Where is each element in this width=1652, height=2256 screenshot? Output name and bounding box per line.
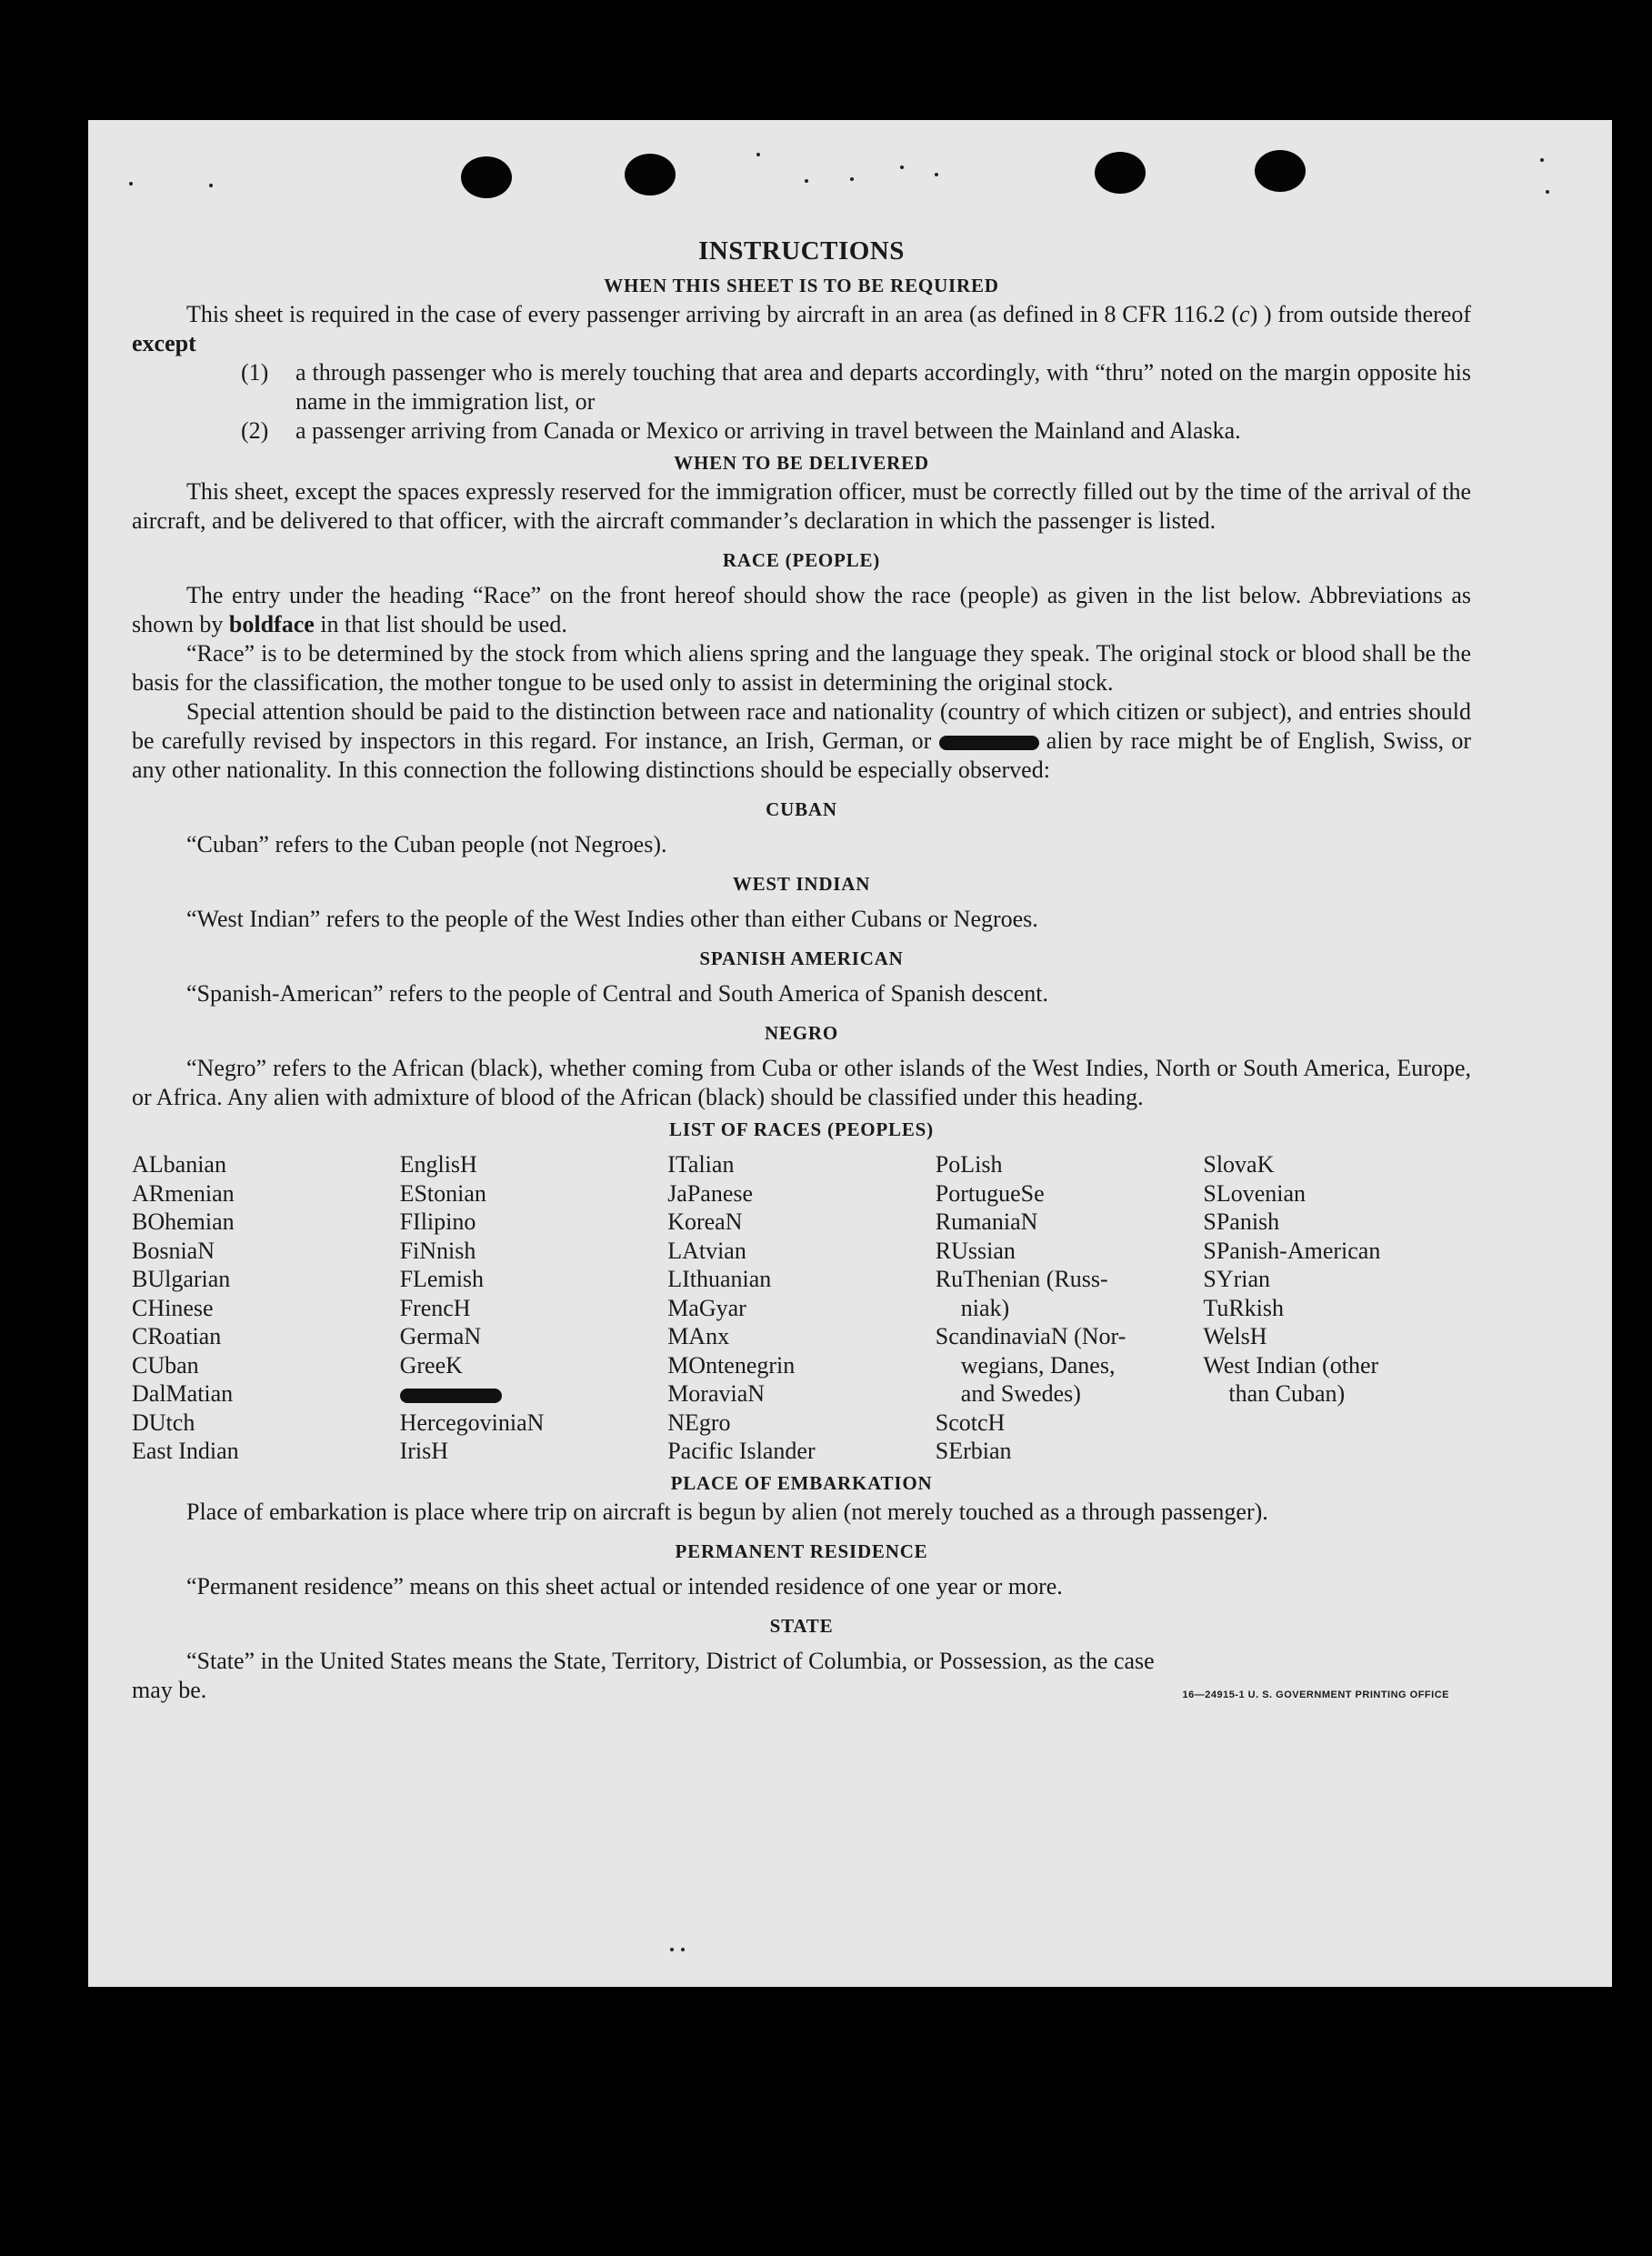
residence-text: “Permanent residence” means on this sheet actual or intended residence of one year or more. bbox=[186, 1572, 1063, 1599]
race-item: SLovenian bbox=[1203, 1179, 1307, 1207]
exception-number: (1) bbox=[241, 359, 269, 386]
race-item: FrencH bbox=[399, 1294, 471, 1321]
race-column-3 bbox=[667, 1150, 936, 1466]
race-item: RUssian bbox=[935, 1237, 1016, 1264]
west-indian-text: “West Indian” refers to the people of the West Indies other than either Cubans or Negroes. bbox=[186, 906, 1038, 932]
dust-speck bbox=[1540, 158, 1544, 162]
race-item: IrisH bbox=[399, 1438, 449, 1464]
section-heading-races: LIST OF RACES (PEOPLES) bbox=[669, 1118, 934, 1140]
section-heading-cuban: CUBAN bbox=[766, 798, 837, 820]
punch-hole bbox=[1255, 150, 1306, 192]
exception-text: a passenger arriving from Canada or Mexico or arriving in travel between the Mainland and Alaska. bbox=[295, 417, 1241, 444]
delivered-text: This sheet, except the spaces expressly reserved for the immigration officer, must be correctly filled out by the time of the arrival of the aircraft, and be delivered to that officer, with the aircraft commander’s declaration in which the passenger is listed. bbox=[132, 478, 1471, 534]
punch-hole bbox=[461, 156, 512, 198]
race-column-1 bbox=[132, 1150, 400, 1466]
race-item: BOhemian bbox=[132, 1208, 235, 1235]
dust-speck bbox=[681, 1948, 685, 1951]
race-item: DUtch bbox=[132, 1409, 195, 1436]
race-item: CUban bbox=[132, 1351, 199, 1379]
race-item: SPanish bbox=[1203, 1208, 1280, 1235]
section-heading-negro: NEGRO bbox=[764, 1022, 838, 1044]
race-p1-text-b: in that list should be used. bbox=[314, 611, 567, 637]
race-p3-text-b: alien by race might be of English, Swiss, or any other nationality. In this connection the following distinctions should be especially observed: bbox=[132, 727, 1471, 783]
race-item: JaPanese bbox=[667, 1179, 754, 1207]
race-item: EnglisH bbox=[399, 1151, 477, 1178]
dust-speck bbox=[129, 182, 133, 185]
dust-speck bbox=[209, 184, 213, 187]
race-item: HercegoviniaN bbox=[399, 1409, 545, 1436]
section-heading-required: WHEN THIS SHEET IS TO BE REQUIRED bbox=[604, 275, 999, 296]
race-item: EStonian bbox=[399, 1179, 486, 1207]
race-item: MaGyar bbox=[667, 1294, 746, 1321]
dust-speck bbox=[756, 153, 760, 156]
exception-item bbox=[132, 358, 1471, 416]
race-item: West Indian (other bbox=[1203, 1351, 1379, 1379]
section-heading-delivered: WHEN TO BE DELIVERED bbox=[674, 452, 929, 474]
race-p3-text-a: Special attention should be paid to the distinction between race and nationality (country of which citizen or subject), and entries should be carefully revised by inspectors in this regard. For instance, an Irish, German, or bbox=[132, 698, 1471, 754]
race-item: SlovaK bbox=[1203, 1151, 1275, 1178]
race-item: GermaN bbox=[399, 1323, 482, 1349]
page-title: INSTRUCTIONS bbox=[698, 236, 905, 266]
race-item: KoreaN bbox=[667, 1208, 743, 1235]
race-item: FiNnish bbox=[399, 1237, 476, 1264]
race-item: FLemish bbox=[399, 1266, 485, 1292]
printing-office-code: 16—24915-1 U. S. GOVERNMENT PRINTING OFFICE bbox=[1182, 1689, 1449, 1700]
race-column-4 bbox=[936, 1150, 1204, 1466]
race-column-2 bbox=[400, 1150, 668, 1466]
intro-italic: c bbox=[1239, 301, 1250, 327]
dust-speck bbox=[670, 1948, 674, 1951]
negro-text: “Negro” refers to the African (black), whether coming from Cuba or other islands of the West Indies, North or South America, Europe, or Africa. Any alien with admixture of blood of the African (black) should be classified under this heading. bbox=[132, 1055, 1471, 1110]
race-paragraph-1 bbox=[132, 581, 1471, 639]
race-item: ARmenian bbox=[132, 1179, 235, 1207]
state-text-end: may be. bbox=[132, 1676, 207, 1703]
dust-speck bbox=[935, 173, 938, 176]
dust-speck bbox=[1546, 190, 1549, 194]
punch-hole bbox=[625, 154, 676, 196]
race-item: GreeK bbox=[399, 1351, 463, 1379]
exception-number: (2) bbox=[241, 417, 269, 444]
exception-text: a through passenger who is merely touching that area and departs accordingly, with “thru” noted on the margin opposite his name in the immigration list, or bbox=[295, 359, 1471, 415]
race-item: PortugueSe bbox=[935, 1179, 1045, 1207]
race-item-redacted bbox=[400, 1379, 668, 1409]
section-heading-state: STATE bbox=[769, 1614, 834, 1637]
exception-item bbox=[132, 416, 1471, 446]
race-item: TuRkish bbox=[1203, 1294, 1285, 1321]
race-item: NEgro bbox=[667, 1409, 731, 1436]
section-heading-spanish-american: SPANISH AMERICAN bbox=[699, 948, 904, 969]
race-item: SPanish-American bbox=[1203, 1237, 1381, 1264]
race-list bbox=[132, 1150, 1471, 1466]
race-item: BUlgarian bbox=[132, 1266, 231, 1292]
race-item: LIthuanian bbox=[667, 1266, 772, 1292]
dust-speck bbox=[900, 165, 904, 169]
dust-speck bbox=[850, 177, 854, 181]
race-item: DalMatian bbox=[132, 1380, 234, 1407]
race-item: CHinese bbox=[132, 1294, 214, 1321]
required-intro bbox=[132, 300, 1471, 358]
race-paragraph-3 bbox=[132, 697, 1471, 785]
race-item: ScotcH bbox=[935, 1409, 1006, 1436]
race-item-continuation: wegians, Danes, bbox=[960, 1351, 1116, 1379]
race-item: CRoatian bbox=[132, 1323, 222, 1349]
intro-bold-except: except bbox=[132, 330, 196, 356]
race-item: MoraviaN bbox=[667, 1380, 766, 1407]
embarkation-text: Place of embarkation is place where trip on aircraft is begun by alien (not merely touched as a through passenger). bbox=[186, 1498, 1268, 1525]
state-text: “State” in the United States means the State, Territory, District of Columbia, or Possession, as the case bbox=[186, 1647, 1155, 1674]
section-heading-race: RACE (PEOPLE) bbox=[722, 549, 881, 571]
race-item: WelsH bbox=[1203, 1323, 1267, 1349]
race-item-continuation: than Cuban) bbox=[1228, 1380, 1346, 1407]
dust-speck bbox=[805, 179, 808, 183]
race-item: ALbanian bbox=[132, 1151, 226, 1178]
race-item-continuation: and Swedes) bbox=[960, 1380, 1081, 1407]
race-item: SYrian bbox=[1203, 1266, 1271, 1292]
race-item: PoLish bbox=[935, 1151, 1003, 1178]
race-item-continuation: niak) bbox=[960, 1294, 1010, 1321]
race-item: RuThenian (Russ- bbox=[935, 1266, 1108, 1292]
race-item: MOntenegrin bbox=[667, 1351, 796, 1379]
race-item: BosniaN bbox=[132, 1237, 215, 1264]
section-heading-west-indian: WEST INDIAN bbox=[732, 873, 871, 895]
spanish-american-text: “Spanish-American” refers to the people of Central and South America of Spanish descent. bbox=[186, 980, 1048, 1007]
intro-text-b: ) ) from outside thereof bbox=[1249, 301, 1471, 327]
document-page bbox=[88, 120, 1612, 1987]
race-item: ScandinaviaN (Nor- bbox=[935, 1323, 1126, 1349]
punch-hole bbox=[1095, 152, 1146, 194]
race-item: Pacific Islander bbox=[667, 1438, 816, 1464]
instructions-content bbox=[132, 234, 1471, 1710]
footer-line bbox=[132, 1676, 1471, 1710]
race-p1-bold: boldface bbox=[228, 611, 315, 637]
redaction-mark bbox=[939, 736, 1039, 750]
race-item: FIlipino bbox=[399, 1208, 476, 1235]
race-column-5 bbox=[1203, 1150, 1471, 1466]
section-heading-embarkation: PLACE OF EMBARKATION bbox=[670, 1471, 933, 1494]
section-heading-residence: PERMANENT RESIDENCE bbox=[675, 1539, 928, 1562]
cuban-text: “Cuban” refers to the Cuban people (not Negroes). bbox=[186, 831, 667, 857]
race-item: SErbian bbox=[935, 1438, 1012, 1464]
race-paragraph-2: “Race” is to be determined by the stock from which aliens spring and the language they speak. The original stock or blood shall be the basis for the classification, the mother tongue to be used only to assist in determining the original stock. bbox=[132, 640, 1471, 696]
redaction-mark bbox=[400, 1389, 502, 1403]
race-item: MAnx bbox=[667, 1323, 730, 1349]
race-item: East Indian bbox=[132, 1438, 239, 1464]
race-item: ITalian bbox=[667, 1151, 735, 1178]
race-p1-text-a: The entry under the heading “Race” on the front hereof should show the race (people) as given in the list below. Abbreviations as shown by bbox=[132, 582, 1471, 637]
race-item: LAtvian bbox=[667, 1237, 746, 1264]
race-item: RumaniaN bbox=[935, 1208, 1038, 1235]
intro-text-a: This sheet is required in the case of every passenger arriving by aircraft in an area (as defined in 8 CFR 116.2 ( bbox=[186, 301, 1240, 327]
